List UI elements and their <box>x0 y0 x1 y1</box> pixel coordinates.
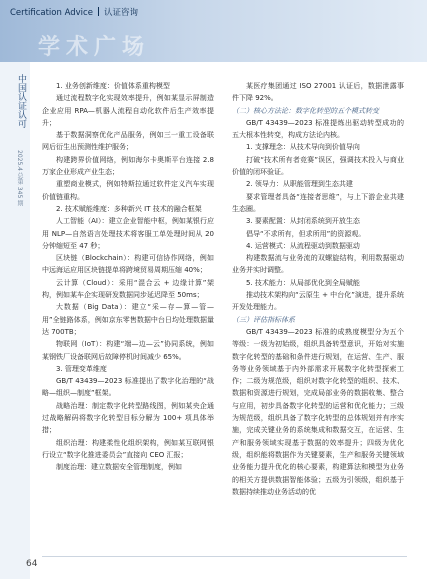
journal-title-en: Certification Advice <box>10 8 93 18</box>
right-column <box>232 80 404 498</box>
paragraph: 推动技术架构向“云原生 + 中台化”演进，提升系统开发处理能力。 <box>232 291 404 312</box>
paragraph: 3. 要素配置：从封闭系统到开放生态 <box>246 217 360 226</box>
paragraph: 构建跨界价值网络，例如海尔卡奥斯平台连接 2.8 万家企业形成产业生态； <box>42 155 214 177</box>
paragraph: 区块链（Blockchain）：构建可信协作网络，例如中远海运应用区块链提单将跨境贸易周期压缩 40%； <box>42 254 214 275</box>
journal-title-cn: 认证咨询 <box>103 8 138 18</box>
paragraph: 人工智能（AI）：建立企业智能中枢，例如某银行应用 NLP—自然语言处理技术将客服工单处理时间从 20 分钟缩短至 47 秒； <box>42 217 214 250</box>
paragraph: GB/T 43439—2023 标准的成熟度模型分为五个等级：一级为初始级，组织具备转型意识，开始对实施数字化转型的基础和条件进行规划，在运营、生产、服务等业务领域基于内外部需求开展数字化转型探索工作；二级为规范级，组织对数字化转型的组织、技术、数据和资源进行规划，完成局部业务的数据收集、整合与应用，初步具备数字化转型的运营和优化能力；三级为规范级，组织具备了数字化转型的总体规划并有序实施，完成关键业务的系统集成和数据交互，在运营、生产和服务领域实现基于数据的效率提升；四级为优化级，组织能将数据作为关键要素，生产和服务关键领域业务能力提升优化的核心要素，构建算法和模型为业务的相关方提供数据智能体验；五级为引领级，组织基于数据持续推动业务活动的优 <box>232 327 404 496</box>
sidebar-journal-title: 中国认证认可 <box>16 74 26 128</box>
paragraph: 3. 管理变革维度 <box>56 364 107 373</box>
paragraph: 大数据（Big Data）：建立“采—存—算—管—用”全链路体系，例如京东零售数据中台日均处理数据量达 700TB； <box>42 303 214 336</box>
paragraph: 倡导“不求所有，但求所用”的资源观。 <box>246 229 366 238</box>
paragraph: 4. 运营模式：从流程驱动到数据驱动 <box>246 241 360 250</box>
left-column <box>42 80 214 474</box>
paragraph: 2. 领导力：从职能管理到生态共建 <box>246 180 353 189</box>
paragraph: 5. 技术能力：从局部优化到全局赋能 <box>246 278 360 287</box>
paragraph: 基于数据洞察优化产品服务，例如三一重工设备联网后衍生出预测性维护服务； <box>42 131 214 152</box>
side-band <box>0 62 30 579</box>
paragraph: 云计算（Cloud）：采用“混合云 + 边缘计算”架构，例如某车企实现研发数据同步延迟降至 50ms； <box>42 278 214 300</box>
paragraph: GB/T 43439—2023 标准提出了数字化治理的“战略—组织—制度”框架。 <box>42 377 214 398</box>
paragraph: 1. 支撑理念：从技术导向到价值导向 <box>246 143 360 152</box>
paragraph: 2. 技术赋能维度：多种新兴 IT 技术的融合框架 <box>56 204 202 213</box>
sidebar-issue: 2025.4 总第 345 期 <box>16 150 23 207</box>
paragraph: 物联网（IoT）：构建“端—边—云”协同系统，例如某钢铁厂设备联网后故障停机时间减少 65%。 <box>42 340 214 361</box>
paragraph: 制度治理：建立数据安全管理制度，例如 <box>56 463 182 472</box>
section-watermark: 学术广场 <box>38 35 151 60</box>
paragraph: 要求管理者具备“连接者思维”，与上下游企业共建生态圈。 <box>232 192 404 213</box>
page-number: 64 <box>26 559 38 569</box>
paragraph: 1. 业务创新维度：价值体系重构模型 <box>56 82 170 90</box>
footer-rule <box>42 556 407 557</box>
paragraph: 打破“技术所有者竞赛”误区，强调技术投入与商业价值的闭环验证。 <box>232 155 404 177</box>
paragraph: 通过流程数字化实现效率提升，例如某显示屏制造企业应用 RPA—机器人流程自动化软件后生产效率提升； <box>42 94 214 127</box>
paragraph: 组织治理：构建柔性化组织架构，例如某互联网银行设立“数字化推进委员会”直接向 CEO 汇报； <box>42 438 214 459</box>
header-divider <box>98 7 99 16</box>
paragraph: 战略治理：制定数字化转型路线图，例如某央企通过战略解码将数字化转型目标分解为 100+ 项具体举措； <box>42 401 214 435</box>
paragraph: GB/T 43439—2023 标准提炼出驱动转型成功的五大根本性转变，构成方法论内核。 <box>232 118 404 140</box>
paragraph: 重塑商业模式，例如特斯拉通过软件定义汽车实现价值链重构。 <box>42 180 214 201</box>
section-heading: （三）评估指标体系 <box>232 315 295 324</box>
paragraph: 构建数据流与业务流的双螺旋结构，利用数据驱动业务并实时调整。 <box>232 254 404 275</box>
paragraph: 某医疗集团通过 ISO 27001 认证后，数据泄露事件下降 92%。 <box>232 82 404 103</box>
section-heading: （二）核心方法论：数字化转型的五个模式转变 <box>232 106 379 115</box>
journal-header <box>10 6 138 18</box>
